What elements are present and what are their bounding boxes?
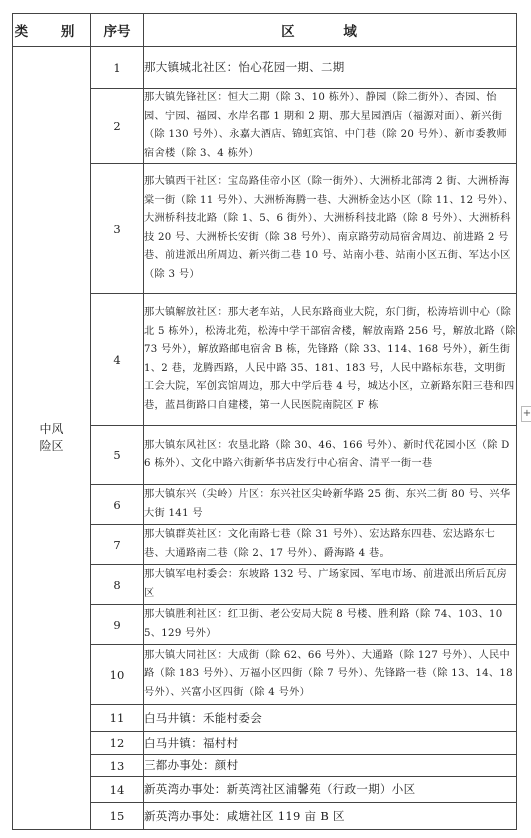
header-area: 区 域 xyxy=(144,14,517,47)
row-area: 那大镇胜利社区：红卫街、老公安局大院 8 号楼、胜利路（除 74、103、105、129 号外） xyxy=(144,605,517,645)
category-label-line2: 险区 xyxy=(39,439,64,453)
row-number: 4 xyxy=(91,294,144,426)
row-area: 那大镇大同社区：大成街（除 62、66 号外）、大通路（除 127 号外）、人民中路（除 183 号外）、万福小区四街（除 7 号外）、先锋路一巷（除 13、14、18 号外）、兴富小区四街（除 4 号外） xyxy=(144,645,517,705)
row-number: 2 xyxy=(91,89,144,164)
risk-area-table xyxy=(12,13,517,830)
row-area: 白马井镇：禾能村委会 xyxy=(144,705,517,732)
row-number: 9 xyxy=(91,605,144,645)
row-number: 6 xyxy=(91,485,144,525)
row-area: 那大镇群英社区：文化南路七巷（除 31 号外）、宏达路东四巷、宏达路东七巷、大通路南二巷（除 2、17 号外）、爵海路 4 巷。 xyxy=(144,525,517,565)
table-row xyxy=(13,47,517,89)
row-area: 那大镇先锋社区：恒大二期（除 3、10 栋外）、静园（除二街外）、杏园、怡园、宁园、福园、水岸名郡 1 期和 2 期、那大星园酒店（福源对面）、新兴街（除 130 号外）、永嘉大酒店、锦虹宾馆、中门巷（除 20 号外）、新市委教师宿舍楼（除 3、4 栋外） xyxy=(144,89,517,164)
row-area: 那大镇城北社区：怡心花园一期、二期 xyxy=(144,47,517,89)
row-number: 12 xyxy=(91,732,144,755)
category-cell xyxy=(13,47,91,830)
row-number: 11 xyxy=(91,705,144,732)
row-area: 那大镇解放社区：那大老车站，人民东路商业大院，东门街，松涛培训中心（除北 5 栋外），松涛北苑，松涛中学干部宿舍楼，解放南路 256 号，解放北路（除 73 号外），解放路邮电宿舍 B 栋，先锋路（除 33、114、168 号外），新生街 1、2 巷，龙腾西路，人民中路 35、181、183 号，人民中路标东巷，文明街工会大院，军创宾馆周边，那大中学后巷 4 号，城达小区，立新路东阳三巷和四巷，蓝昌街路口自建楼，第一人民医院南院区 F 栋 xyxy=(144,294,517,426)
row-area: 新英湾办事处：新英湾社区浦馨苑（行政一期）小区 xyxy=(144,777,517,803)
row-number: 1 xyxy=(91,47,144,89)
header-category: 类 别 xyxy=(13,14,91,47)
row-number: 5 xyxy=(91,426,144,485)
row-area: 那大镇军电村委会：东坡路 132 号、广场家园、军电市场、前进派出所后瓦房区 xyxy=(144,565,517,605)
row-number: 13 xyxy=(91,755,144,777)
row-area: 那大镇东兴（尖岭）片区：东兴社区尖岭新华路 25 街、东兴二街 80 号、兴华大街 141 号 xyxy=(144,485,517,525)
expand-handle[interactable]: + xyxy=(521,406,531,422)
row-number: 8 xyxy=(91,565,144,605)
row-area: 新英湾办事处：咸塘社区 119 亩 B 区 xyxy=(144,803,517,830)
row-number: 3 xyxy=(91,164,144,294)
table-header-row xyxy=(13,14,517,47)
row-area: 那大镇东风社区：农垦北路（除 30、46、166 号外）、新时代花园小区（除 D6 栋外）、文化中路六街新华书店发行中心宿舍、清平一街一巷 xyxy=(144,426,517,485)
row-number: 15 xyxy=(91,803,144,830)
row-area: 那大镇西干社区：宝岛路佳帝小区（除一街外）、大洲桥北部湾 2 街、大洲桥海棠一街（除 11 号外）、大洲桥海腾一巷、大洲桥金达小区（除 11、12 号外）、大洲桥科技北路（除 1、5、6 街外）、大洲桥科技北路（除 8 号外）、大洲桥科技 20 号、大洲桥长安街（除 38 号外）、南京路劳动局宿舍周边、前进路 2 号巷、前进派出所周边、新兴街二巷 10 号、站南小巷、站南小区五街、军达小区（除 3 号） xyxy=(144,164,517,294)
row-area: 白马井镇：福村村 xyxy=(144,732,517,755)
row-number: 10 xyxy=(91,645,144,705)
header-number: 序号 xyxy=(91,14,144,47)
row-area: 三都办事处：颜村 xyxy=(144,755,517,777)
row-number: 7 xyxy=(91,525,144,565)
category-label-line1: 中风 xyxy=(39,422,64,436)
row-number: 14 xyxy=(91,777,144,803)
